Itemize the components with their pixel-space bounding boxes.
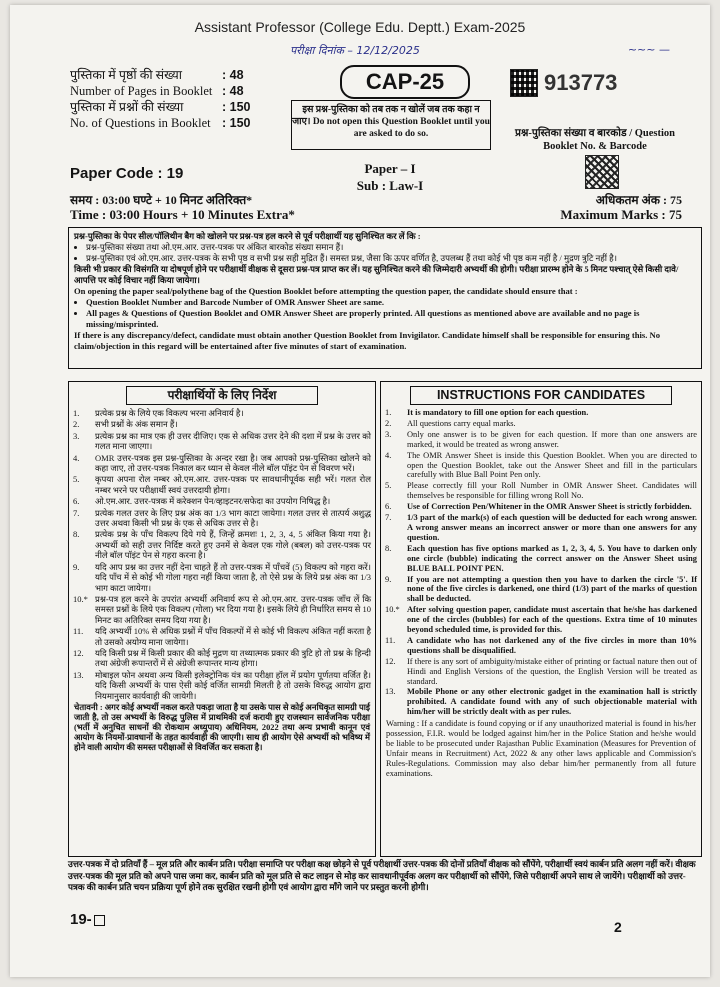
question-booklet-cover	[10, 5, 710, 977]
instruction-text: यदि आप प्रश्न का उत्तर नहीं देना चाहते हैं तो उत्तर-पत्रक में पाँचवें (5) विकल्प को गहरा करें। यदि पाँच में से कोई भी गोला गहरा नहीं किया जाता है, तो ऐसे प्रश्न के लिये प्रश्न अंक का 1/3 भाग काटा जायेगा।	[95, 561, 371, 593]
instruction-text: Mobile Phone or any other electronic gadget in the examination hall is strictly prohibited. A candidate found with any of such objectionable material with him/her will be strictly dealt with as per rules.	[407, 687, 697, 717]
instruction-number: 13.	[385, 687, 396, 697]
instruction-number: 8.	[385, 543, 392, 553]
instruction-number: 4.	[73, 452, 80, 463]
instruction-item	[73, 408, 371, 418]
time-english: Time : 03:00 Hours + 10 Minutes Extra*	[70, 207, 295, 222]
instruction-item	[385, 544, 697, 574]
instruction-number: 12.	[73, 647, 84, 658]
instruction-item	[73, 529, 371, 560]
instruction-number: 2.	[73, 419, 80, 430]
barcode-number: 913773	[544, 70, 618, 95]
seal-en-outro: If there is any discrepancy/defect, candidate must obtain another Question Booklet from Invigilator. Candidate himself shall be responsible for ensuring this. No claim/objection in this regard will be entertained after five minutes of start of examination.	[74, 330, 661, 351]
instruction-text: प्रत्येक प्रश्न का मात्र एक ही उत्तर दीजिए। एक से अधिक उत्तर देने की दशा में प्रश्न के उत्तर को गलत माना जाएगा।	[95, 430, 371, 452]
instruction-item	[73, 419, 371, 429]
instruction-item	[385, 575, 697, 605]
instruction-item	[385, 451, 697, 481]
paper-code: Paper Code : 19	[70, 165, 184, 182]
instruction-number: 9.	[385, 574, 392, 584]
marks-hindi: अधिकतम अंक : 75	[595, 193, 682, 207]
instruction-text: मोबाइल फोन अथवा अन्य किसी इलेक्ट्रोनिक यंत्र का परीक्षा हॉल में प्रयोग पूर्णतया वर्जित है। यदि किसी अभ्यर्थी के पास ऐसी कोई वर्जित सामग्री मिलती है तो उसके विरुद्ध आयोग द्वारा नियमानुसार कार्यवाही की जायेगी।	[95, 669, 371, 701]
do-not-open-notice: इस प्रश्न-पुस्तिका को तब तक न खोलें जब तक कहा न जाए। Do not open this Question Booklet until you are asked to do so.	[291, 100, 491, 150]
square-box-icon	[94, 915, 105, 926]
instruction-text: सभी प्रश्नों के अंक समान हैं।	[95, 419, 178, 430]
instruction-item	[385, 605, 697, 635]
seal-hi-point: • प्रश्न-पुस्तिका एवं ओ.एम.आर. उत्तर-पत्रक के सभी पृष्ठ व सभी प्रश्न सही मुद्रित हैं। समस्त प्रश्न, जैसा कि ऊपर वर्णित है, उपलब्ध हैं तथा कोई भी पृष्ठ कम नहीं है / मुद्रण त्रुटि नहीं है।	[86, 253, 696, 264]
marks-english: Maximum Marks : 75	[560, 207, 682, 222]
hindi-warning: चेतावनी : अगर कोई अभ्यर्थी नकल करते पकड़ा जाता है या उसके पास से कोई अनधिकृत सामग्री पाई जाती है, तो उस अभ्यर्थी के विरुद्ध पुलिस में प्राथमिकी दर्ज करायी हुए राजस्थान सार्वजनिक परीक्षा (भर्ती में अनुचित साधनों की रोकथाम अध्युपाय) अधिनियम, 2022 तथा अन्य प्रभावी कानून एवं आयोग के नियमों-प्रावधानों के तहत कार्यवाही की जाएगी। साथ ही आयोग ऐसे अभ्यर्थी को भविष्य में होने वाली आयोग की समस्त परीक्षाओं से विवर्जित कर सकता है।	[74, 702, 370, 752]
instruction-number: 7.	[385, 513, 392, 523]
meta-row	[70, 83, 251, 99]
instruction-text: प्रत्येक प्रश्न के पाँच विकल्प दिये गये हैं, जिन्हें क्रमशः 1, 2, 3, 4, 5 अंकित किया गया है। अभ्यर्थी को सही उत्तर निर्दिष्ट करते हुए उनमें से केवल एक गोले (बबल) को उत्तर-पत्रक पर नीले बॉल पॉइंट पेन से गहरा करना है।	[95, 529, 371, 561]
instruction-text: A candidate who has not darkened any of the five circles in more than 10% questions shall be disqualified.	[407, 635, 697, 655]
instruction-text: After solving question paper, candidate must ascertain that he/she has darkened one of the circles (bubbles) for each of the questions. Extra time of 10 minutes beyond scheduled time, is provided for this.	[407, 605, 697, 635]
instruction-item	[385, 430, 697, 450]
seal-hi-outro: किसी भी प्रकार की विसंगति या दोषपूर्ण होने पर परीक्षार्थी वीक्षक से दूसरा प्रश्न-पत्र प्राप्त कर लें। यह सुनिश्चित करने की जिम्मेदारी अभ्यर्थी की होगी। परीक्षा प्रारम्भ होने के 5 मिनट पश्चात् ऐसे किसी दावे/आपत्ति पर कोई विचार नहीं किया जायेगा।	[74, 264, 679, 285]
instruction-item	[385, 657, 697, 687]
instruction-item	[73, 562, 371, 593]
instruction-text: यदि अभ्यर्थी 10% से अधिक प्रश्नों में पाँच विकल्पों में से कोई भी विकल्प अंकित नहीं करता है तो उसको अयोग्य माना जायेगा।	[95, 626, 371, 647]
english-instructions-column	[380, 381, 702, 857]
page-code	[70, 911, 105, 928]
instruction-item	[385, 481, 697, 501]
hindi-instructions-column	[68, 381, 376, 857]
instruction-number: 5.	[73, 474, 80, 485]
instruction-text: All questions carry equal marks.	[407, 418, 516, 428]
instruction-item	[385, 636, 697, 656]
instruction-number: 12.	[385, 656, 396, 666]
exam-title: Assistant Professor (College Edu. Deptt.) Exam-2025	[194, 19, 526, 35]
instruction-text: प्रत्येक गलत उत्तर के लिए प्रश्न अंक का 1/3 भाग काटा जायेगा। गलत उत्तर से तात्पर्य अशुद्ध उत्तर अथवा किसी भी प्रश्न के एक से अधिक उत्तर से है।	[95, 507, 371, 529]
instruction-text: OMR उत्तर-पत्रक इस प्रश्न-पुस्तिका के अन्दर रखा है। जब आपको प्रश्न-पुस्तिका खोलने को कहा जाए, तो उत्तर-पत्रक निकाल कर ध्यान से केवल नीले बॉल पॉइंट पेन से विवरण भरें।	[95, 452, 371, 474]
paper-info	[330, 160, 450, 194]
instruction-number: 3.	[73, 430, 80, 441]
handwritten-corner-mark: ~~~ —	[627, 43, 670, 56]
instruction-number: 1.	[385, 408, 392, 417]
seal-hi-points	[74, 242, 696, 264]
meta-value: : 150	[222, 116, 251, 130]
meta-row	[70, 67, 251, 83]
instruction-text: ओ.एम.आर. उत्तर-पत्रक में करेक्शन पेन/व्हाइटनर/सफेदा का उपयोग निषिद्ध है।	[95, 496, 331, 507]
instruction-text: Use of Correction Pen/Whitener in the OMR Answer Sheet is strictly forbidden.	[407, 502, 692, 512]
instruction-item	[73, 431, 371, 452]
seal-en-intro: On opening the paper seal/polythene bag of the Question Booklet before attempting the question paper, the candidate should ensure that :	[74, 286, 578, 296]
instruction-number: 9.	[73, 561, 80, 572]
meta-label: पुस्तिका में प्रश्नों की संख्या	[70, 100, 184, 114]
instruction-number: 8.	[73, 529, 80, 540]
seal-instructions-box	[68, 227, 702, 369]
meta-label: पुस्तिका में पृष्ठों की संख्या	[70, 68, 182, 82]
instruction-item	[385, 419, 697, 429]
instruction-number: 3.	[385, 429, 392, 439]
instruction-text: If there is any sort of ambiguity/mistake either of printing or factual nature then out of Hindi and English Versions of the question, the English Version will be treated as standard.	[407, 656, 697, 686]
page-number: 2	[614, 919, 622, 935]
instruction-text: प्रत्येक प्रश्न के लिये एक विकल्प भरना अनिवार्य है।	[95, 408, 244, 418]
hindi-instructions-heading: परीक्षार्थियों के लिए निर्देश	[126, 386, 318, 405]
instruction-item	[73, 626, 371, 647]
instruction-item	[73, 496, 371, 506]
instruction-number: 6.	[73, 496, 80, 507]
instruction-number: 11.	[73, 626, 84, 637]
instruction-text: Each question has five options marked as 1, 2, 3, 4, 5. You have to darken only one circle (bubble) indicating the correct answer on the Answer Sheet using BLUE BALL POINT PEN.	[407, 543, 697, 573]
instruction-number: 7.	[73, 507, 80, 518]
english-warning: Warning : If a candidate is found copying or if any unauthorized material is found in his/her possession, F.I.R. would be lodged against him/her in the Police Station and he/she would be liable to be prosecuted under Rajasthan Public Examination (Measures for Prevention of Unfair means in Recruitment) Act, 2022 & any other laws applicable and Commission's Rules-Regulations. Commission may also debar him/her permanently from all future examinations.	[386, 719, 696, 779]
instruction-item	[385, 513, 697, 543]
booklet-meta	[70, 67, 251, 131]
instruction-item	[385, 687, 697, 717]
instruction-number: 1.	[73, 408, 80, 418]
instruction-text: The OMR Answer Sheet is inside this Question Booklet. When you are directed to open the Question Booklet, take out the Answer Sheet and fill in the particulars carefully with Blue Ball Point Pen only.	[407, 450, 697, 480]
instruction-number: 10.*	[73, 593, 88, 604]
instruction-item	[73, 474, 371, 495]
seal-hi-point: • प्रश्न-पुस्तिका संख्या तथा ओ.एम.आर. उत्तर-पत्रक पर अंकित बारकोड संख्या समान हैं।	[86, 242, 696, 253]
meta-value: : 150	[222, 100, 251, 114]
instruction-text: 1/3 part of the mark(s) of each question will be deducted for each wrong answer. A wrong answer means an incorrect answer or more than one answers for any question.	[407, 513, 697, 542]
instruction-item	[385, 408, 697, 418]
instruction-number: 5.	[385, 481, 392, 491]
seal-hi-intro: प्रश्न-पुस्तिका के पेपर सील/पॉलिथीन बैग को खोलने पर प्रश्न-पत्र हल करने से पूर्व परीक्षार्थी यह सुनिश्चित कर लें कि :	[74, 231, 421, 241]
answer-sheet-copy-note: उत्तर-पत्रक में दो प्रतियाँ हैं – मूल प्रति और कार्बन प्रति। परीक्षा समाप्ति पर परीक्षा कक्ष छोड़ने से पूर्व परीक्षार्थी उत्तर-पत्रक की दोनों प्रतियाँ वीक्षक को सौंपेंगे, परीक्षार्थी स्वयं कार्बन प्रति अलग नहीं करें। वीक्षक उत्तर-पत्रक की मूल प्रति को अपने पास जमा कर, कार्बन प्रति को मूल प्रति से कट लाइन से मोड़ कर सावधानीपूर्वक अलग कर परीक्षार्थी को सौंपेंगे, जिसे परीक्षार्थी अपने साथ ले जायेंगे। परीक्षार्थी को उत्तर-पत्रक की कार्बन प्रति चयन प्रक्रिया पूर्ण होने तक सुरक्षित रखनी होगी एवं आयोग द्वारा माँगे जाने पर प्रस्तुत करनी होगी।	[68, 859, 696, 892]
instruction-item	[73, 508, 371, 529]
instruction-number: 10.*	[385, 605, 400, 615]
english-instructions-heading: INSTRUCTIONS FOR CANDIDATES	[410, 386, 672, 405]
handwritten-exam-date: परीक्षा दिनांक – 12/12/2025	[290, 44, 420, 57]
instruction-item	[73, 670, 371, 701]
subject: Sub : Law-I	[356, 178, 424, 193]
english-instruction-list	[381, 408, 701, 717]
page-code-text: 19-	[70, 911, 92, 928]
instruction-text: कृपया अपना रोल नम्बर ओ.एम.आर. उत्तर-पत्रक पर सावधानीपूर्वक सही भरें। गलत रोल नम्बर भरने पर परीक्षार्थी स्वयं उत्तरदायी होगा।	[95, 474, 371, 495]
instruction-number: 6.	[385, 502, 392, 512]
instruction-text: यदि किसी प्रश्न में किसी प्रकार की कोई मुद्रण या तथ्यात्मक प्रकार की त्रुटि हो तो प्रश्न के हिन्दी तथा अंग्रेजी रूपान्तरों में से अंग्रेजी रूपान्तर मान्य होगा।	[95, 647, 371, 669]
qr-code-icon	[585, 155, 619, 189]
instruction-item	[73, 648, 371, 669]
meta-label: Number of Pages in Booklet	[70, 84, 213, 98]
barcode-area	[510, 69, 690, 97]
instruction-text: Please correctly fill your Roll Number in OMR Answer Sheet. Candidates will themselves be responsible for filling wrong Roll No.	[407, 481, 697, 501]
instruction-text: प्रश्न-पत्र हल करने के उपरांत अभ्यर्थी अनिवार्य रूप से ओ.एम.आर. उत्तर-पत्रक जाँच लें कि समस्त प्रश्नों के लिये एक विकल्प (गोला) भर दिया गया है। इसके लिये ही निर्धारित समय से 10 मिनट का अतिरिक्त समय दिया गया है।	[95, 593, 371, 625]
instruction-item	[385, 502, 697, 512]
meta-value: : 48	[222, 84, 244, 98]
instruction-item	[73, 594, 371, 625]
barcode-qr-icon	[510, 69, 538, 97]
meta-value: : 48	[222, 68, 244, 82]
barcode-caption: प्रश्न-पुस्तिका संख्या व बारकोड / Question Booklet No. & Barcode	[514, 128, 676, 152]
instruction-text: It is mandatory to fill one option for each question.	[407, 408, 589, 417]
instruction-item	[73, 453, 371, 474]
hindi-instruction-list	[69, 408, 375, 701]
booklet-code: CAP-25	[340, 65, 470, 99]
meta-row	[70, 115, 251, 131]
seal-en-point: • All pages & Questions of Question Booklet and OMR Answer Sheet are properly printed. All questions as mentioned above are available and no page is missing/misprinted.	[86, 308, 696, 330]
time-hindi: समय : 03:00 घण्टे + 10 मिनट अतिरिक्त*	[70, 193, 253, 207]
instruction-number: 13.	[73, 669, 84, 680]
meta-label: No. of Questions in Booklet	[70, 116, 211, 130]
instruction-number: 2.	[385, 418, 392, 428]
instruction-number: 11.	[385, 635, 396, 645]
instruction-text: If you are not attempting a question then you have to darken the circle '5'. If none of the five circles is darkened, one third (1/3) part of the marks of question shall be deducted.	[407, 574, 697, 604]
instruction-number: 4.	[385, 450, 392, 460]
paper-title: Paper – I	[364, 161, 416, 176]
seal-en-points	[74, 297, 696, 330]
instruction-text: Only one answer is to be given for each question. If more than one answers are marked, it would be treated as wrong answer.	[407, 429, 697, 449]
meta-row	[70, 99, 251, 115]
seal-en-point: • Question Booklet Number and Barcode Number of OMR Answer Sheet are same.	[86, 297, 696, 308]
